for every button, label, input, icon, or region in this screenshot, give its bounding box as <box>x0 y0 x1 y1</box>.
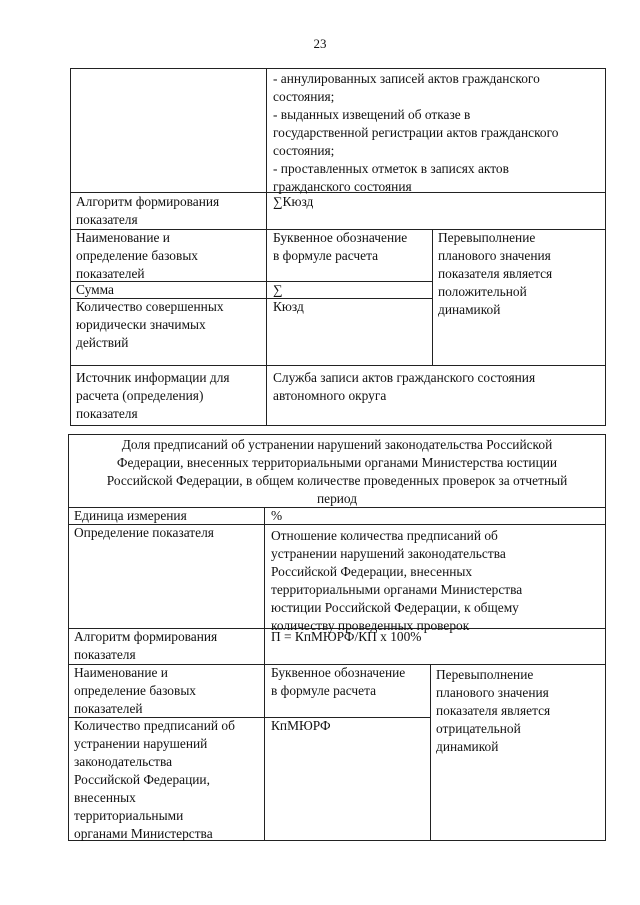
page-number: 23 <box>313 36 327 51</box>
t1-base-indicators-label: Наименование и определение базовых показателей <box>76 230 199 281</box>
t1-letter-designation-header: Буквенное обозначение в формуле расчета <box>273 230 408 263</box>
t1-dynamics-note: Перевыполнение планового значения показателя является положительной динамикой <box>438 230 553 317</box>
t2-col-divider-1 <box>264 507 265 841</box>
t2-algorithm-label: Алгоритм формирования показателя <box>74 629 218 662</box>
t1-source-value: Служба записи актов гражданского состояния автономного округа <box>273 370 536 403</box>
t1-count-label: Количество совершенных юридически значимых действий <box>76 299 224 350</box>
t2-count-label: Количество предписаний об устранении нарушений законодательства Российской Федерации, внесенных территориальными органами Министерства <box>74 718 235 841</box>
t2-col-divider-2 <box>430 664 431 841</box>
t1-col-divider-2 <box>432 229 433 365</box>
t2-base-indicators-label: Наименование и определение базовых показателей <box>74 665 197 716</box>
t2-unit-value: % <box>271 508 283 523</box>
t1-col-divider-1 <box>266 68 267 426</box>
t1-count-value: Кюзд <box>273 299 304 314</box>
t2-count-value: КпМЮРФ <box>271 718 331 733</box>
t1-sum-symbol: ∑ <box>273 282 283 297</box>
t1-algorithm-value: ∑Кюзд <box>273 194 314 209</box>
t2-definition-value: Отношение количества предписаний об устранении нарушений законодательства Российской Федерации, внесенных территориальными органами Министерства юстиции Российской Федерации, к общему количеству проведенных проверок <box>271 528 523 633</box>
t1-sum-label: Сумма <box>76 282 114 297</box>
t2-letter-designation-header: Буквенное обозначение в формуле расчета <box>271 665 406 698</box>
t1-source-label: Источник информации для расчета (определения) показателя <box>76 370 230 421</box>
t2-algorithm-formula: П = КпМЮРФ/КП х 100% <box>271 629 422 644</box>
t1-row-divider <box>70 365 606 366</box>
t2-dynamics-note: Перевыполнение планового значения показателя является отрицательной динамикой <box>436 667 551 754</box>
t1-continuation-list: - аннулированных записей актов гражданского состояния; - выданных извещений об отказе в государственной регистрации актов гражданского состояния; - проставленных отметок в записях актов гражданского состояния <box>273 71 559 194</box>
t2-title: Доля предписаний об устранении нарушений законодательства Российской Федерации, внесенных территориальными органами Министерства юстиции Российской Федерации, в общем количестве проведенных проверок за отчетный период <box>106 437 568 506</box>
t2-unit-label: Единица измерения <box>74 508 187 523</box>
t1-algorithm-label: Алгоритм формирования показателя <box>76 194 220 227</box>
t2-definition-label: Определение показателя <box>74 525 214 540</box>
